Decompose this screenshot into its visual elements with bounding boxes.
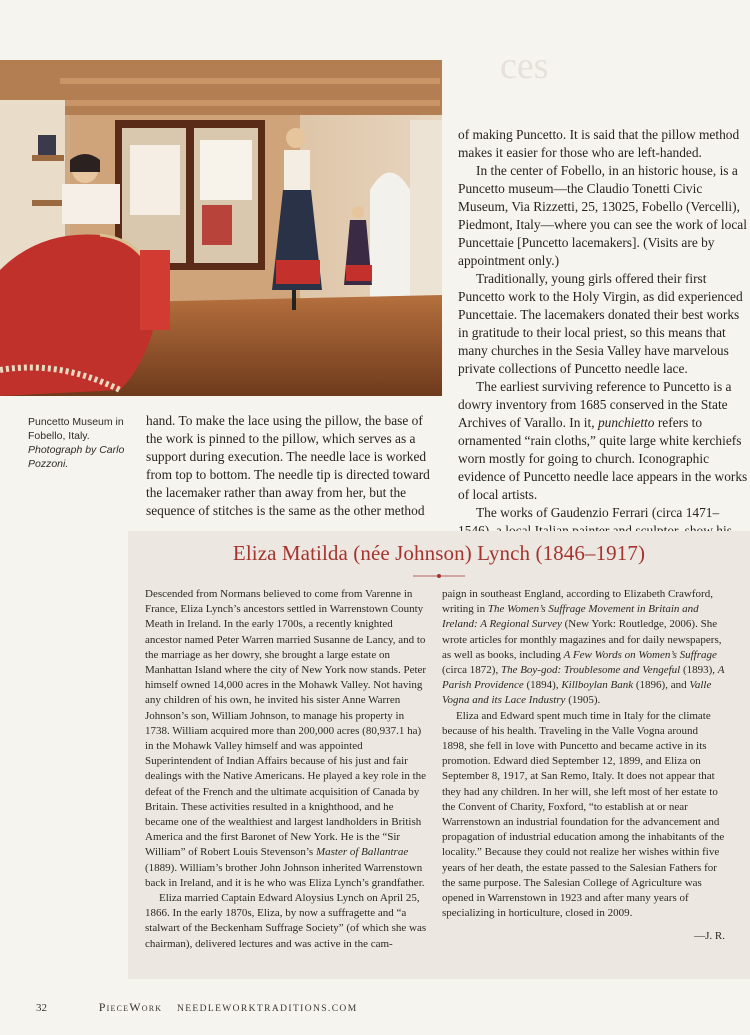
title-ornament: [413, 573, 465, 579]
sidebar-paragraph: Eliza married Captain Edward Aloysius Lynch on April 25, 1866. In the early 1870s, Eliza, by now a suffragette and “a stalwart of the Beckenham Suffrage Society” (of which she was chairman), delivered lectures and was active in the cam-: [145, 892, 427, 950]
italic-title: A Parish Providence: [442, 664, 725, 692]
italic-title: The Boy-god: Troublesome and Vengeful: [500, 664, 681, 677]
text-run: The earliest surviving reference to Puncetto is a dowry inventory from 1685 conserved in the State Archives of Varallo. In it,: [458, 379, 732, 430]
italic-title: Valle Vogna and its Lace Industry: [442, 679, 712, 707]
magazine-name: PieceWork: [98, 1000, 163, 1014]
sidebar-title: Eliza Matilda (née Johnson) Lynch (1846–1917): [232, 541, 646, 565]
biography-sidebar: [128, 531, 750, 979]
body-paragraph: hand. To make the lace using the pillow, the base of the work is pinned to the pillow, which serves as a support during execution. The needle lace is worked from top to bottom. The needle tip is directed toward the lacemaker rather than away from her, but the sequence of stitches is the same as the other method: [146, 413, 430, 518]
text-run: (New York: Routledge, 2006). She wrote articles for monthly magazines and for daily newspapers, as well as books, including: [442, 618, 722, 661]
text-run: refers to ornamented “rain cloths,” quite large white kerchiefs worn mostly for going to church. Iconographic evidence of Puncetto needle lace appears in the works of local artists.: [458, 415, 748, 502]
text-run: (1893),: [680, 664, 718, 677]
italic-title: The Women’s Suffrage Movement in Britain and Ireland: A Regional Survey: [442, 603, 699, 631]
sidebar-paragraph: Eliza and Edward spent much time in Italy for the climate because of his health. Traveling in the Valle Vogna around 1898, she fell in love with Puncetto and became active in its promotion. Edward died September 12, 1899, and Eliza on September 8, 1917, at San Remo, Italy. It does not appear that they had any children. In her will, she left most of her estate to the Convent of Charity, Foxford, “to establish at or near Warrenstown an industrial foundation for the advancement and propagation of industrial education among the inhabitants of the locality.” Because they could not realize her wishes within five years of her death, the estate passed to the Salesian Fathers for the same purpose. The Salesian College of Agriculture was opened in Warrenstown in 1923 and after many years of specializing in horticulture, closed in 2009.: [442, 709, 725, 920]
text-run: (1896), and: [633, 679, 690, 692]
body-paragraph: In the center of Fobello, in an historic house, is a Puncetto museum—the Claudio Tonetti Civic Museum, Via Rizzetti, 25, 13025, Fobello (Vercelli), Piedmont, Italy—where you can see the work of local Puncettaie [Puncetto lacemakers]. (Visits are by appointment only.): [458, 163, 747, 268]
text-run: (1905).: [565, 694, 601, 707]
body-paragraph: of making Puncetto. It is said that the pillow method makes it easier for those who are left-handed.: [458, 127, 740, 160]
caption-text: Puncetto Museum in Fobello, Italy.: [28, 416, 124, 442]
magazine-website: NEEDLEWORKTRADITIONS.COM: [176, 1004, 358, 1014]
bleed-through-background: ces: [500, 45, 549, 87]
text-run: (1894),: [523, 679, 562, 692]
italic-title: A Few Words on Women’s Suffrage: [563, 648, 717, 661]
page-number: 32: [36, 1002, 47, 1014]
caption-credit: Photograph by Carlo Pozzoni.: [28, 444, 125, 470]
author-initials: —J. R.: [694, 930, 725, 943]
body-paragraph: [458, 378, 750, 504]
sidebar-paragraph: [145, 587, 428, 891]
italic-title: Master of Ballantrae: [315, 846, 409, 859]
museum-photo: [0, 60, 442, 396]
text-run: (1889). William’s brother John Johnson inherited Warrenstown back in Ireland, and it is he who was Eliza Lynch’s grandfather.: [145, 861, 425, 889]
museum-interior-illustration: [0, 60, 442, 396]
sidebar-column-right: [442, 587, 725, 945]
text-run: paign in southeast England, according to Elizabeth Crawford, writing in: [442, 588, 713, 616]
page-footer: [36, 1000, 358, 1015]
sidebar-paragraph: [442, 587, 725, 709]
sidebar-column-left: [145, 587, 428, 952]
text-run: Descended from Normans believed to come from Varenne in France, Eliza Lynch’s ancestors settled in Warrenstown County Meath in Ireland. In the early 1700s, a recently knighted ancestor named Peter Warren married Susanne de Lancy, and to the marriage as her dowry, she brought a large estate on Manhattan Island where the city of New York now stands. Peter himself owned 14,000 acres in the Mohawk Valley. Not having any children of his own, he invited his sister Anne Warren Johnson’s son, William Johnson, to manage his property in 1738. William acquired more than 200,000 acres (80,937.1 ha) in the Mohawk Valley himself and was appointed Superintendent of Indian Affairs because of his just and fair dealings with the Native Americans. He played a key role in the defeat of the French and the ultimate acquisition of Canada by Britain. These activities resulted in a knighthood, and he became one of the wealthiest and largest landholders in British America and the first Baronet of New York. He is the “Sir William” of Robert Louis Stevenson’s: [145, 588, 427, 859]
text-run: (circa 1872),: [442, 664, 501, 677]
body-column-left: [146, 412, 442, 520]
body-paragraph: The works of Gaudenzio Ferrari (circa 1471–: [476, 505, 720, 520]
body-paragraph: Traditionally, young girls offered their first Puncetto work to the Holy Virgin, as did experienced Puncettaie. The lacemakers donated their best works in gratitude to their local priest, so this means that many churches in the Sesia Valley have marvelous private collections of Puncetto needle lace.: [458, 271, 743, 376]
body-column-right: [458, 126, 750, 540]
photo-caption: [28, 415, 128, 471]
italic-term: punchietto: [597, 415, 655, 430]
italic-title: Killboylan Bank: [561, 679, 634, 692]
